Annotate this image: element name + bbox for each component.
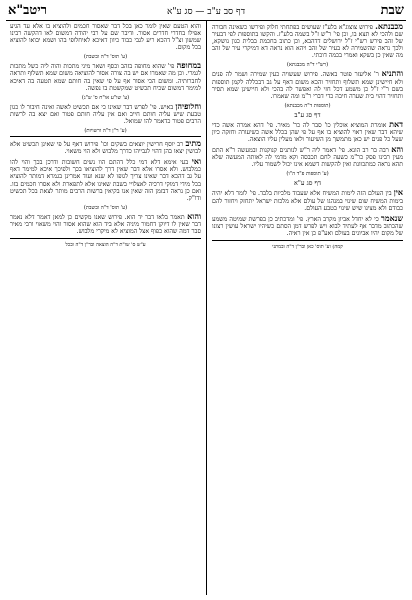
paragraph [10,213,201,235]
dibbur-hamatchil: ואי [191,158,201,167]
paragraph-text: אומרת המוציא אוכלין כו' סבר לה כר' מאיר. פי' דהא אמרה אשה כדי שיהא דבר שאין ראוי להוציא בו אף על פי שהן בכלל אשה כשיעורה וחזקה כיון שעל כל פנים יש כאן מתמשך מן השיעור ולאו מעלין עליו הוצאה. [212,121,403,144]
paragraph-text: פי' שהוא מחופה בזהב וכסף ושאר מיני מתכות והוה ליה כשל מתכות לגמרי. וכן מה שאמרו אם יש בה צורה אסור להוציאה משום שמא תשלוף ותראה לחברותיה. ומשום הכי אסור אף על פי שאין בה חותם שמא תטעה בה דאיכא למימר דמשום שכיח תכשיט שמקשטת בו נפשה. [10,63,201,92]
footnote: קמה) וע' תוס' כאן ובר"ן ד"ה ובמתני [272,243,343,250]
paragraph [10,23,201,51]
header-tractate-title: שבת [380,3,404,18]
source-note: (ע' ר"ן ד"ה ורשויות) [84,128,127,135]
source-note: (תוספות ד"ה מכבנתא) [284,102,331,109]
paragraph [212,70,403,99]
dibbur-hamatchil: והתניא [381,70,403,79]
page-header [6,4,406,18]
paragraph [212,189,403,211]
paragraph-text: באיש. פי' לפרש דבר שאינו כי אם תכשיט לאשה ואינה חיבור לו כגון טבעת שיש עליה חותם חייב ואם אין עליה חותם פטור ואם יצא בה לרשות הרבים פטור כדאמר להו שמואל. [10,103,201,125]
text-columns [6,21,406,595]
column-divider [206,21,207,595]
header-commentary-title: ריטב"א [8,3,48,18]
paragraph [10,62,201,91]
dibbur-hamatchil: והוא [187,212,201,221]
paragraph-text: כי לא יחדל אביון מקרב הארץ. פי' ומדכתיב כן בפרשת שמיטה משמע שהכתוב מדבר אף לעתיד לבוא ויש לפרש דמן הסתם כשיהיו ישראל עושין רצונו של מקום יהיו אביונים בעולם ואע"פ כן אין ראיה. [212,215,403,237]
paragraph [212,146,403,168]
paragraph [212,23,403,59]
footnote-rule [10,238,201,239]
left-column [7,21,204,595]
dibbur-hamatchil: במחופה [176,62,201,71]
dibbur-hamatchil: אין [393,189,403,198]
header-folio-range: דף סב ע"ב — סג ע"א [166,7,246,17]
dibbur-hamatchil: מתיב [185,140,201,149]
paragraph [10,158,201,202]
dibbur-hamatchil: שנאמר [380,214,403,223]
dibbur-hamatchil: וחלופיהן [175,102,201,111]
paragraph-text: פירוש צוצוג"א בלע"ז שעושים בפתחתי חלוק ופירשו כשאינה חבורה שם ולהכי לא תצא בו, וכן פי' ר"ש ז"ל בשמה בלע"ז. והקשו בתוספות לפי דבעיר של זהב פירש רש"י ז"ל ירושלים דדהבא, וכן כתוב בחכמת בבלית כגון נושקא, ולכך נראה שהשמירה לא בעיר של זהב ויהא הוא נראה דא דמיקרי עיר של זהב מה שאין כן בשקא ואמרי בכמה דוכתי. [212,24,403,60]
dibbur-hamatchil: והא [391,146,403,155]
source-note: (ע' שו"ע או"ח ס' ש"ג) [81,94,130,101]
paragraph-text: בעי אימא דלא דמי כלל דהתם הוו נשים חשובות ודרכן בכך והוי להו כמלבוש. ולא אסרו אלא דבר שאין דרך להוציאו בכך ולפיכך איכא למימר דאף על גב דהכא דבר שאינו צריך לגופו לא שנא ועוד אמרינן בגמרא דמותר להוציא בכל מידי דמוקי דרכיה לאצלויי בשבת שאינו אלא לתפארת ולא אסרו חכמים בזו. ואם כן נראה דבזמן הזה שאין אנו בקיאין ברשות הרבים מותר לצאת בכל תכשיט ודו"ק. [10,159,201,202]
paragraph-text: בין העולם הזה לימות המשיח אלא שעבוד מלכיות בלבד. פי' לומר דלא יהיה בימות המשיח שום שינוי במנהגו של עולם אלא מלכות ישראל יתחזק ויחזור להם כבודם ולא מצינו שיש שינוי בטבע העולם. [212,190,403,212]
page-marker: דף סג ע"ב [294,110,321,119]
paragraph [212,121,403,143]
dibbur-hamatchil: מכבנתא. [375,23,403,31]
paragraph [10,140,201,155]
dibbur-hamatchil: דאת [389,120,403,129]
source-note: (ע' תוספות פ"ד ה"ו) [286,171,329,178]
paragraph [10,103,201,125]
paragraph-text: רבה בר רב הונא. פי' דאמר ליה ר"ש לנותנים קנוקנות ובמעשה ר"א התם מעין רבינו פסק כר"מ כשעה לחם תכבסה וקא מדמי לה לאותה המעשה שלא תהא נראה כמתכוונת ואין להקשות דשמא אינו יכול לשמור עליו. [212,147,403,169]
paragraph-text: ר' אליעזר פוטר באשה. פירוש שעשויה כעין שמירה ושמר לה פנים ולא חיישינן שמא תשלוף ותחזיר והכא משום דאף על גב דבכללה לקמן תוספות בשם ר"י ז"ל כן משמע דכל חזי לה ואפשר לה בהכי ולא חיישינן שמא תסיר ותחזיר דהוי בית שערה חיבה כדי דברי ר"מ ומה שאמרו. [212,71,403,100]
paragraph-text: רב יוסף חרישין יוצאים בשקים וכו' פירוש דאף על פי שאינן תכשיט אלא לבושין יצאו בהן דהוי לגבייהו כדרך מלבוש ולא הוי משאוי. [10,141,201,156]
source-note: (ע' תוס' ד"ה ובשבת) [83,204,128,211]
right-column [209,21,406,595]
paragraph-text: תאמר בלאו דבר יד הוא. פירוש שאנו מקשים כן למאן דאמר דלא נאמר דבר שאין לו דיוקן דחמור מיניה אלא ביד הוא שהוא אסור והוי משאוי ורבי מאיר סבר דמה שהוא כפוף אצל המוציא לא מיקרי מלבוש. [10,213,201,235]
footnote-rule [212,240,403,241]
footnote: ע"ש ס' שו"ת ד"ה הוצאה ובר"ן ד"ה ובכל [65,242,146,249]
section-rule [10,136,201,137]
paragraph [212,215,403,237]
paragraph-text: והוא הטעם שאין לומר כאן בכל דבר שאסור חכמים ולהוציא בו אלא עד הגיע אפילו בחדרי חדרים אסור. ודיבר שם על רבי יהודה דמשום לאו דהקשה רבינו שמשון זצ"ל דהכא ריע לגבי כבוד כיוון דאיכא לאיחלופי בהו ושמא יבואו להוציא בכל מקום. [10,23,201,52]
source-note: (רש"י ד"ה מכבנתא) [286,62,329,69]
source-note: (ע' תוס' ד"ה ובשבת) [83,54,128,61]
page-marker: דף סג ע"א [293,179,322,188]
